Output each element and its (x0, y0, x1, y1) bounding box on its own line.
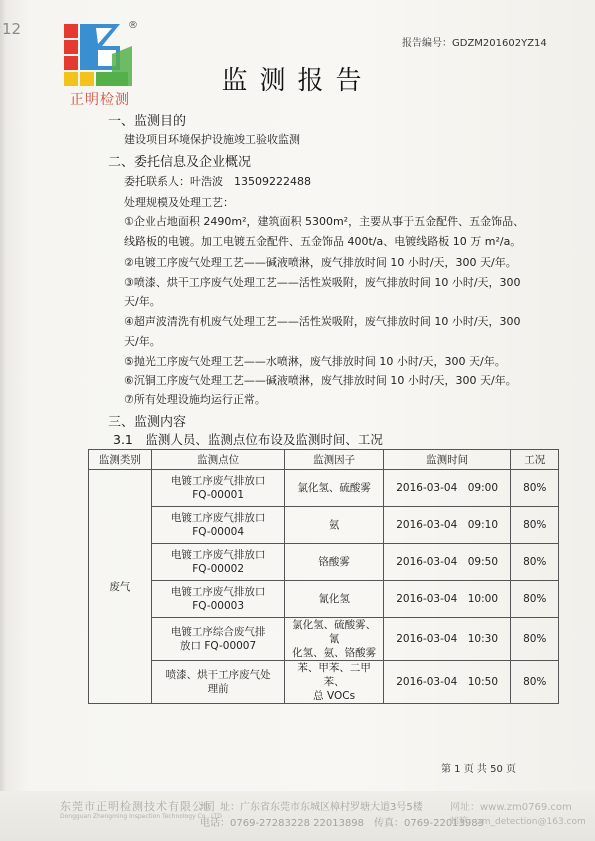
point-text: 喷漆、烘干工序废气处 (165, 669, 271, 681)
table-row (89, 661, 559, 704)
footer-website: 网址：www.zm0769.com (450, 802, 572, 813)
point-text: 电镀工序废气排放口 (170, 475, 266, 487)
section-1-heading: 一、监测目的 (108, 114, 187, 129)
load-cell: 80% (511, 544, 559, 581)
page-counter: 第 1 页 共 50 页 (441, 764, 516, 775)
header-category: 监测类别 (89, 450, 152, 470)
factor-text: 氨 (328, 519, 340, 531)
factor-cell (285, 470, 383, 507)
point-code: FQ-00001 (192, 489, 245, 501)
process-item: ①企业占地面积 2490m²，建筑面积 5300m²，主要从事于五金配件、五金饰品、 (124, 215, 525, 228)
footer-email: 邮箱：zm_detection@163.com (450, 817, 586, 827)
footer-phone: 电话：0769-27283228 22013898 传真：0769-22013983 (200, 818, 484, 829)
point-text: 电镀工序废气排放口 (170, 586, 266, 598)
process-item: ③喷漆、烘干工序废气处理工艺——活性炭吸附，废气排放时间 10 小时/天，300 (124, 276, 521, 289)
page-title: 监测报告 (221, 66, 374, 96)
point-text: 电镀工序废气排放口 (170, 549, 266, 561)
point-code: 理前 (207, 683, 229, 695)
factor-cell (285, 581, 383, 618)
point-cell (151, 581, 285, 618)
header-time: 监测时间 (383, 450, 511, 470)
factor-text: 氯化氢、硫酸雾、氰 (292, 619, 377, 645)
table-row (89, 544, 559, 581)
load-cell: 80% (511, 661, 559, 704)
factor-cell (285, 544, 383, 581)
process-item: 线路板的电镀。加工电镀五金配件、五金饰品 400t/a、电镀线路板 10 万 m²/a。 (124, 235, 522, 248)
time-cell: 2016-03-04 09:10 (383, 507, 511, 544)
process-heading: 处理规模及处理工艺： (124, 196, 234, 209)
time-cell: 2016-03-04 09:50 (383, 544, 511, 581)
footer-address: 地 址：广东省东莞市东城区樟村罗塘大道3号5楼 (200, 802, 423, 813)
load-cell: 80% (511, 618, 559, 661)
load-cell: 80% (511, 581, 559, 618)
factor-text: 铬酸雾 (318, 556, 350, 568)
factor-text: 氰化氢 (318, 593, 350, 605)
process-item: 天/年。 (124, 295, 161, 308)
table-row (89, 581, 559, 618)
point-cell (151, 470, 285, 507)
process-item: ④超声波清洗有机废气处理工艺——活性炭吸附，废气排放时间 10 小时/天，300 (124, 315, 521, 328)
footer-company-en: Dongguan Zhengming Inspection Technology Co., LTD (60, 813, 222, 820)
point-cell (151, 507, 285, 544)
header-point: 监测点位 (151, 450, 285, 470)
monitoring-table (88, 449, 559, 704)
load-cell: 80% (511, 507, 559, 544)
footer-company: 东莞市正明检测技术有限公司 (60, 800, 216, 813)
point-cell (151, 618, 285, 661)
point-text: 电镀工序废气排放口 (170, 512, 266, 524)
header-load: 工况 (511, 450, 559, 470)
table-row (89, 618, 559, 661)
point-code: FQ-00002 (192, 563, 245, 575)
table-header-row (89, 450, 559, 470)
process-item: ⑤抛光工序废气处理工艺——水喷淋，废气排放时间 10 小时/天，300 天/年。 (124, 355, 506, 368)
point-code: 放口 FQ-00007 (180, 640, 257, 652)
time-cell: 2016-03-04 09:00 (383, 470, 511, 507)
table-row (89, 507, 559, 544)
table-row (89, 470, 559, 507)
point-code: FQ-00003 (192, 600, 245, 612)
header-factor: 监测因子 (285, 450, 383, 470)
factor-text: 氯化氢、硫酸雾 (297, 482, 371, 494)
process-item: ⑥沉铜工序废气处理工艺——碱液喷淋，废气排放时间 10 小时/天，300 天/年。 (124, 374, 517, 387)
point-cell (151, 661, 285, 704)
registered-mark: ® (128, 20, 138, 31)
process-item: ②电镀工序废气处理工艺——碱液喷淋，废气排放时间 10 小时/天，300 天/年。 (124, 256, 517, 269)
factor-cell (285, 618, 383, 661)
factor-text-2: 化氢、氨、铬酸雾 (292, 647, 377, 659)
contact-line: 委托联系人：叶浩波 13509222488 (124, 175, 311, 188)
factor-text-2: 总 VOCs (313, 690, 356, 702)
factor-text: 苯、甲苯、二甲苯、 (297, 662, 371, 688)
time-cell: 2016-03-04 10:30 (383, 618, 511, 661)
section-1-text: 建设项目环境保护设施竣工验收监测 (124, 133, 300, 146)
category-cell: 废气 (89, 470, 152, 704)
margin-page-number: 12 (2, 20, 22, 38)
load-cell: 80% (511, 470, 559, 507)
process-item: 天/年。 (124, 335, 161, 348)
section-3-heading: 三、监测内容 (108, 415, 187, 430)
time-cell: 2016-03-04 10:50 (383, 661, 511, 704)
factor-cell (285, 507, 383, 544)
factor-cell (285, 661, 383, 704)
report-number: 报告编号：GDZM201602YZ14 (402, 38, 547, 49)
section-2-heading: 二、委托信息及企业概况 (108, 155, 252, 170)
point-code: FQ-00004 (192, 526, 245, 538)
process-item: ⑦所有处理设施均运行正常。 (124, 393, 266, 406)
point-cell (151, 544, 285, 581)
time-cell: 2016-03-04 10:00 (383, 581, 511, 618)
section-3-1-heading: 3.1 监测人员、监测点位布设及监测时间、工况 (113, 432, 383, 447)
point-text: 电镀工序综合废气排 (170, 626, 266, 638)
logo-text: 正明检测 (70, 92, 130, 108)
